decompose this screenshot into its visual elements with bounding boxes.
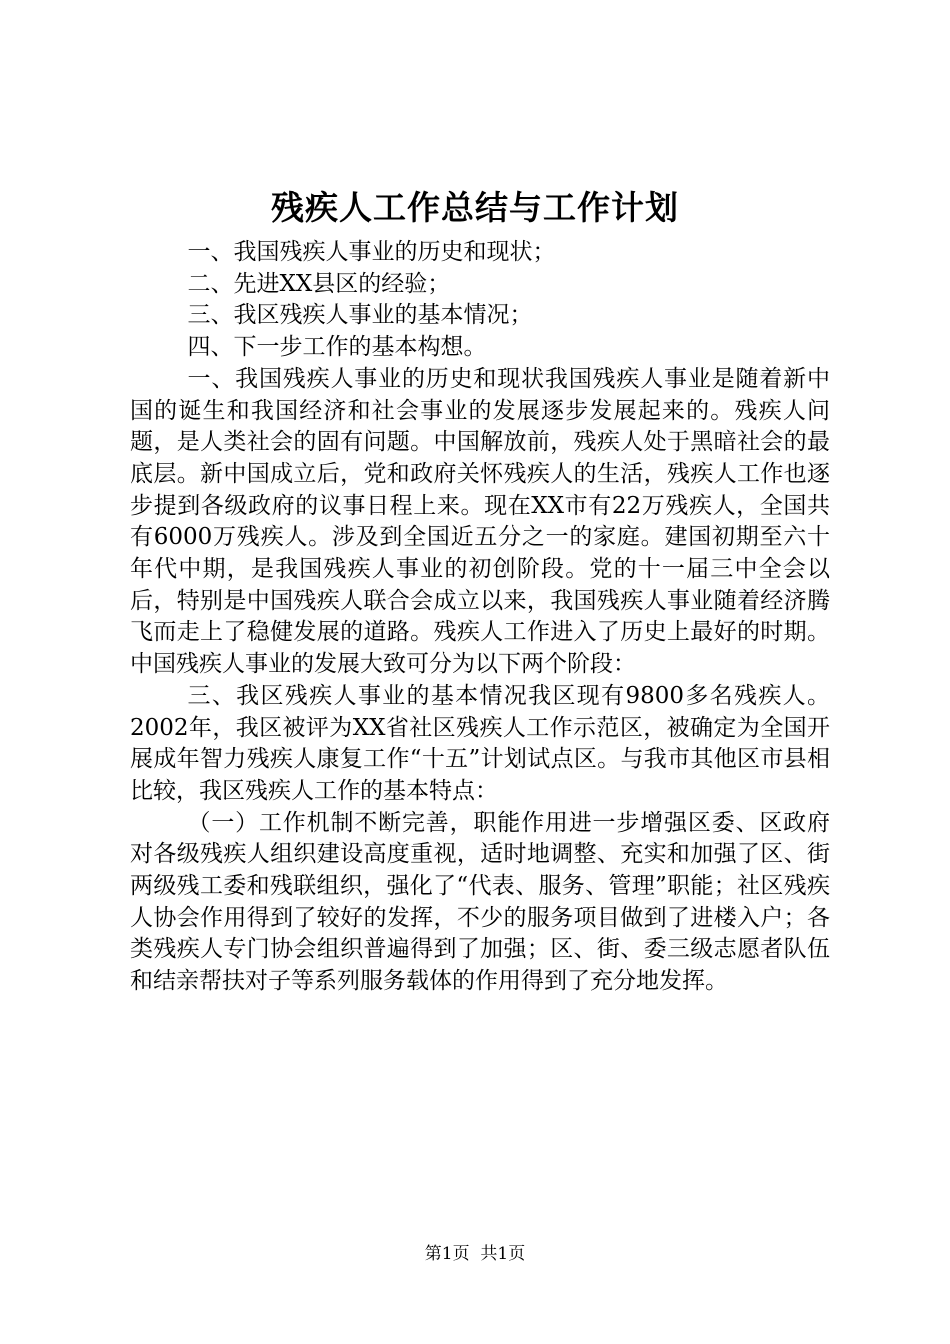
document-body bbox=[130, 237, 830, 998]
paragraph-work-mechanism: （一）工作机制不断完善，职能作用进一步增强区委、区政府对各级残疾人组织建设高度重视，适时地调整、充实和加强了区、街两级残工委和残联组织，强化了“代表、服务、管理”职能；社区残疾人协会作用得到了较好的发挥，不少的服务项目做到了进楼入户；各类残疾人专门协会组织普遍得到了加强；区、街、委三级志愿者队伍和结亲帮扶对子等系列服务载体的作用得到了充分地发挥。 bbox=[130, 809, 830, 995]
outline-item-3: 三、我区残疾人事业的基本情况； bbox=[187, 302, 533, 329]
outline-item-4: 四、下一步工作的基本构想。 bbox=[187, 334, 487, 361]
paragraph-district-situation: 三、我区残疾人事业的基本情况我区现有9800多名残疾人。2002年，我区被评为XX省社区残疾人工作示范区，被确定为全国开展成年智力残疾人康复工作“十五”计划试点区。与我市其他区市县相比较，我区残疾人工作的基本特点： bbox=[130, 682, 830, 804]
outline-item-2: 二、先进XX县区的经验； bbox=[187, 270, 451, 297]
page-footer bbox=[0, 1243, 950, 1265]
paragraph-history: 一、我国残疾人事业的历史和现状我国残疾人事业是随着新中国的诞生和我国经济和社会事业的发展逐步发展起来的。残疾人问题，是人类社会的固有问题。中国解放前，残疾人处于黑暗社会的最底层。新中国成立后，党和政府关怀残疾人的生活，残疾人工作也逐步提到各级政府的议事日程上来。现在XX市有22万残疾人，全国共有6000万残疾人。涉及到全国近五分之一的家庭。建国初期至六十年代中期，是我国残疾人事业的初创阶段。党的十一届三中全会以后，特别是中国残疾人联合会成立以来，我国残疾人事业随着经济腾飞而走上了稳健发展的道路。残疾人工作进入了历史上最好的时期。中国残疾人事业的发展大致可分为以下两个阶段： bbox=[130, 365, 830, 678]
outline-item-1: 一、我国残疾人事业的历史和现状； bbox=[187, 239, 556, 265]
page-number: 第1页 共1页 bbox=[424, 1244, 526, 1264]
document-title: 残疾人工作总结与工作计划 bbox=[271, 188, 679, 227]
